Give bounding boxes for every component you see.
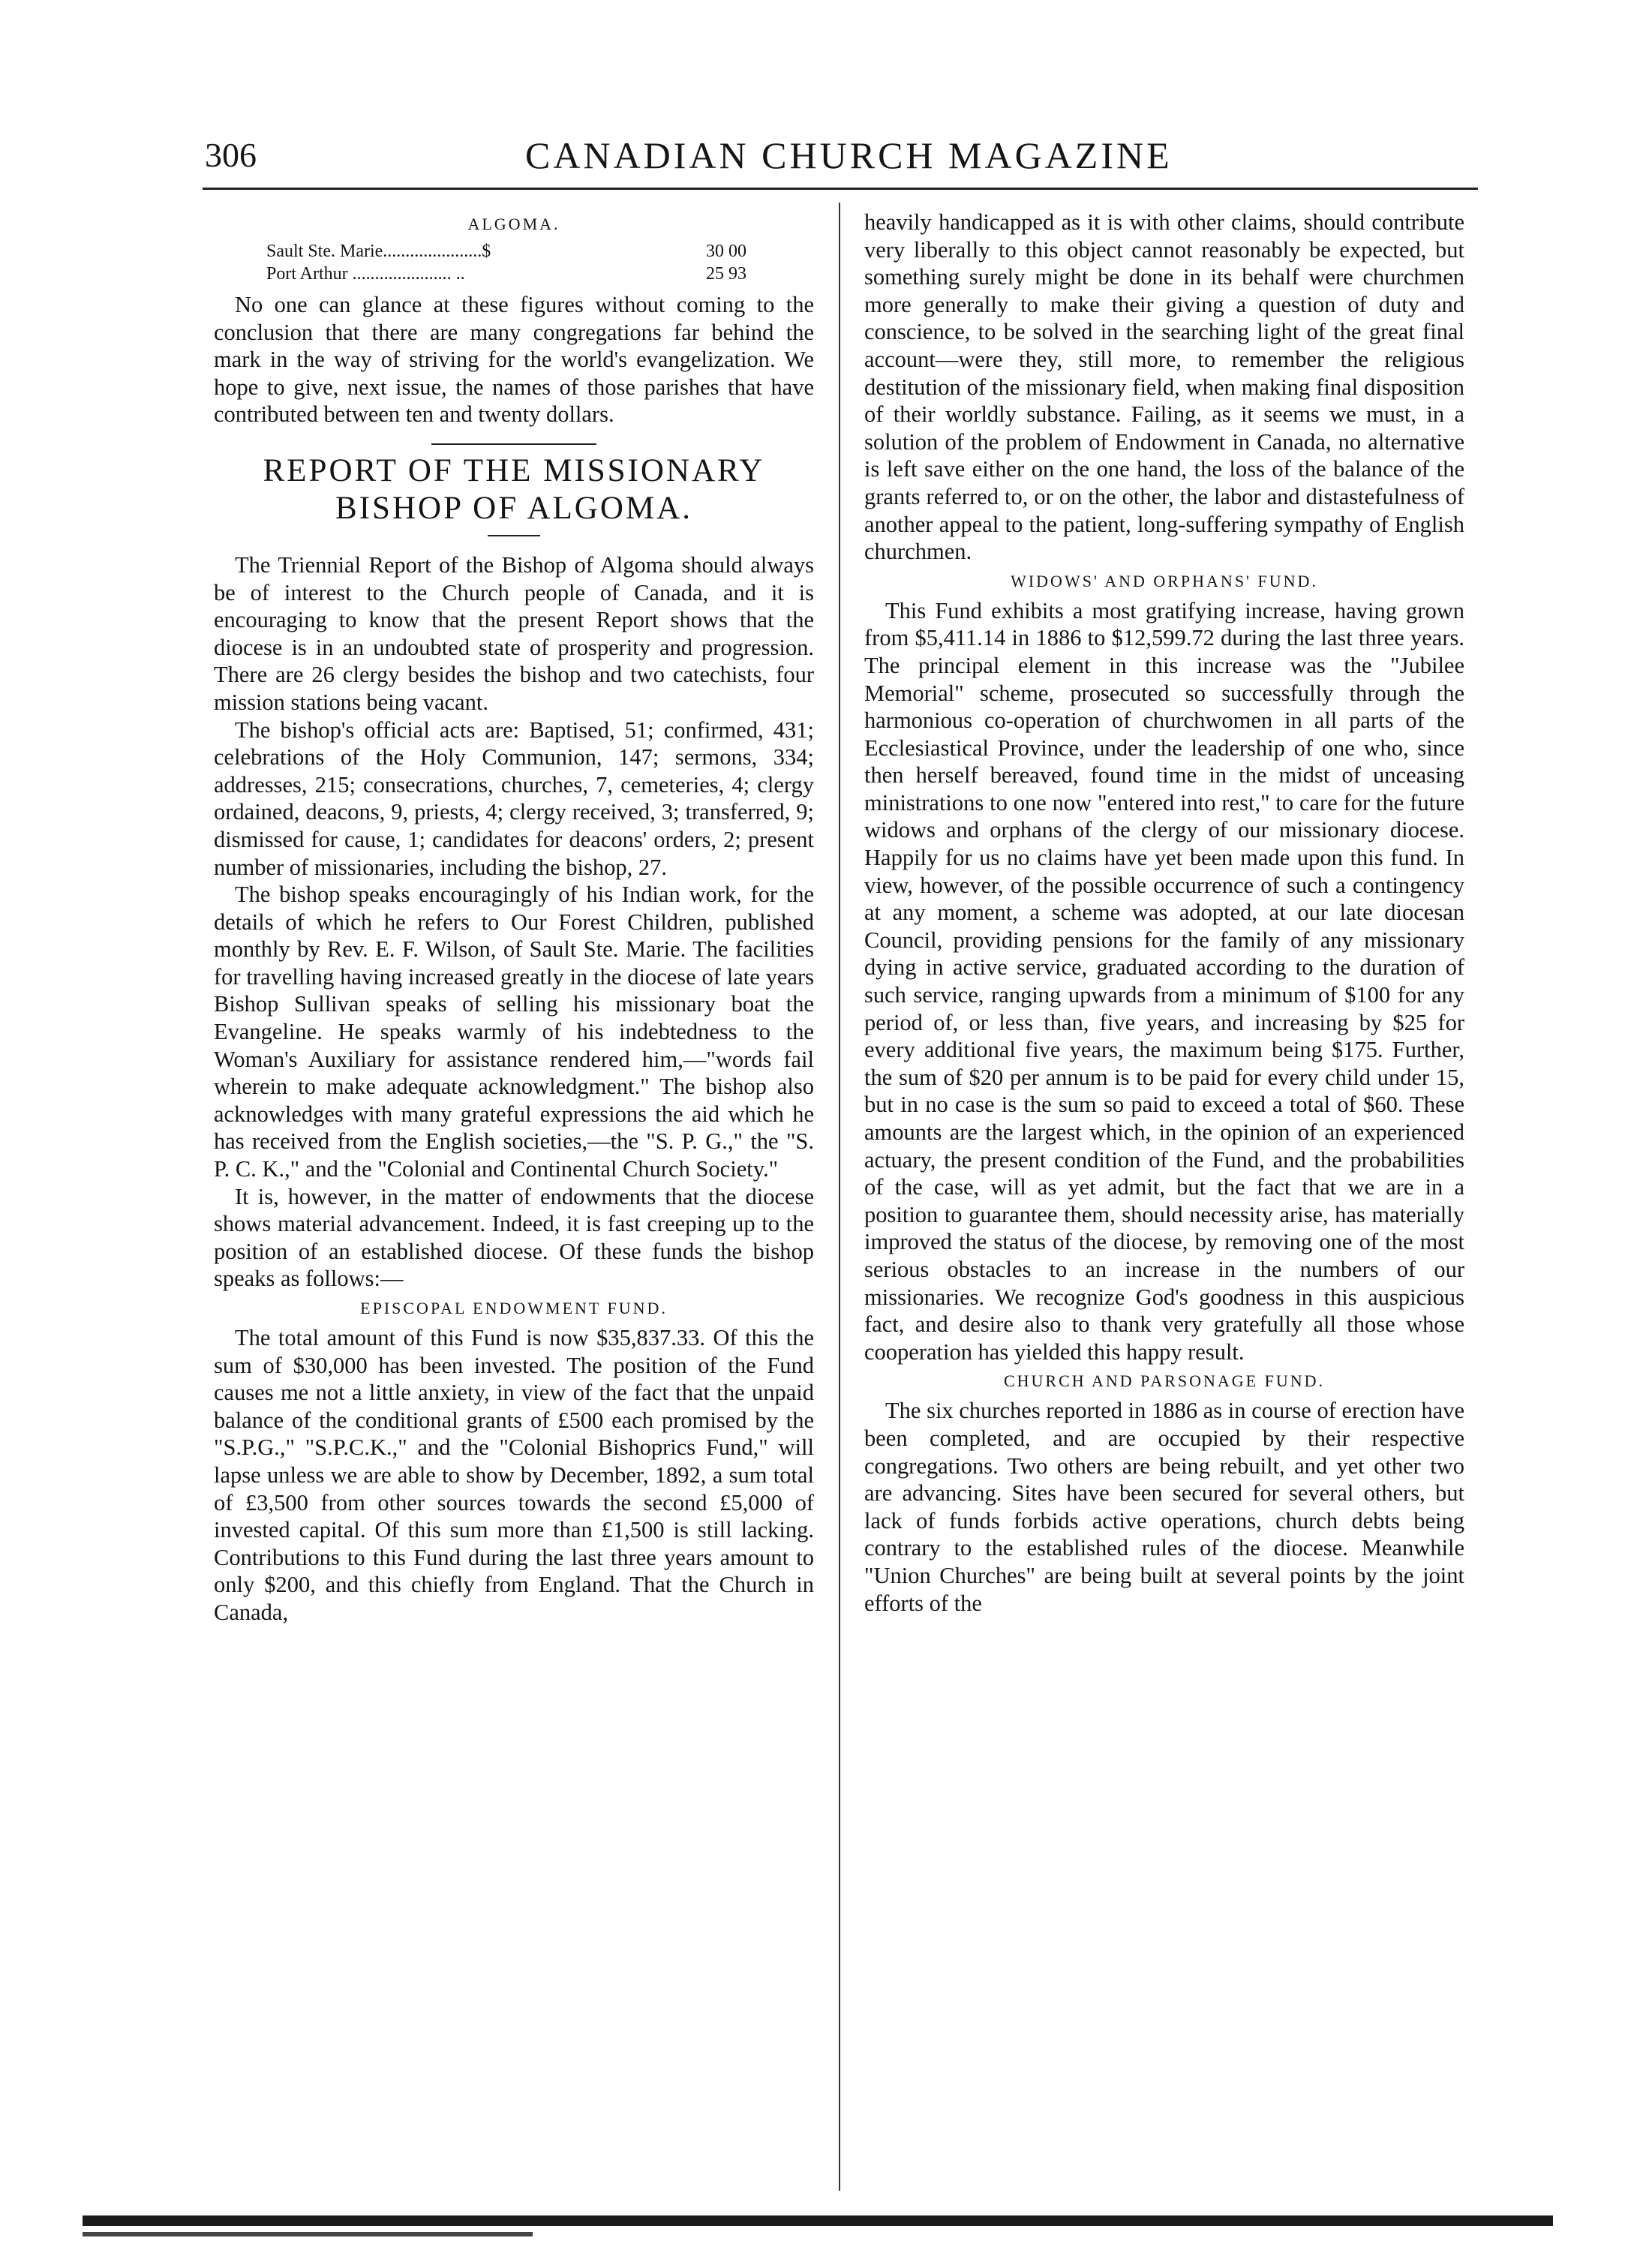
table-row	[266, 263, 746, 285]
section-rule	[431, 443, 596, 445]
scan-edge-stripe	[83, 2215, 1553, 2226]
column-divider	[839, 203, 840, 2191]
paragraph: The bishop speaks encouragingly of his Indian work, for the details of which he refers to Our Forest Children, published monthly by Rev. E. F. Wilson, of Sault Ste. Marie. The facilities for travelling having increased greatly in the diocese of late years Bishop Sullivan speaks of selling his missionary boat the Evangeline. He speaks warmly of his indebtedness to the Woman's Auxiliary for assistance rendered him,—"words fail wherein to make adequate acknowledgment." The bishop also acknowledges with many grateful expressions the aid which he has received from the English societies,—the "S. P. G.," the "S. P. C. K.," and the "Colonial and Continental Church Society."	[214, 882, 814, 1182]
place-name: Sault Ste. Marie......................$	[266, 242, 491, 261]
paragraph: The total amount of this Fund is now $35,837.33. Of this the sum of $30,000 has been invested. The position of the Fund causes me not a little anxiety, in view of the fact that the unpaid balance of the conditional grants of £500 each promised by the "S.P.G.," "S.P.C.K.," and the "Colonial Bishoprics Fund," will lapse unless we are able to show by December, 1892, a sum total of £3,500 from other sources towards the second £5,000 of invested capital. Of this sum more than £1,500 is still lacking. Contributions to this Fund during the last three years amount to only $200, and this chiefly from England. That the Church in Canada,	[214, 1325, 814, 1625]
section-heading: EPISCOPAL ENDOWMENT FUND.	[360, 1299, 668, 1317]
amount: 30 00	[706, 242, 746, 261]
paragraph: The bishop's official acts are: Baptised, 51; confirmed, 431; celebrations of the Holy Communion, 147; sermons, 334; addresses, 215; consecrations, churches, 7, cemeteries, 4; clergy ordained, deacons, 9, priests, 4; clergy received, 3; transferred, 9; dismissed for cause, 1; candidates for deacons' orders, 2; present number of missionaries, including the bishop, 27.	[214, 716, 814, 880]
page-number: 306	[205, 136, 257, 174]
paragraph: The six churches reported in 1886 as in course of erection have been completed, and are occupied by their respective congregations. Two others are being rebuilt, and yet other two are advancing. Sites have been secured for several others, but lack of funds forbids active operations, church debts being contrary to the established rules of the diocese. Meanwhile "Union Churches" are being built at several points by the joint efforts of the	[864, 1398, 1464, 1616]
left-column	[214, 209, 814, 1627]
page-header	[0, 128, 1634, 188]
running-title: CANADIAN CHURCH MAGAZINE	[525, 134, 1173, 176]
table-row	[266, 240, 746, 263]
place-name: Port Arthur ...................... ..	[266, 264, 465, 284]
right-column	[864, 209, 1464, 1617]
amount: 25 93	[706, 264, 746, 284]
article-title-line: BISHOP OF ALGOMA.	[335, 490, 692, 526]
paragraph: heavily handicapped as it is with other claims, should contribute very liberally to this object cannot reasonably be expected, but something surely might be done in its behalf were churchmen more generally to make their giving a question of duty and conscience, to be solved in the searching light of the great final account—were they, still more, to remember the religious destitution of the missionary field, when making final disposition of their worldly substance. Failing, as it seems we must, in a solution of the problem of Endowment in Canada, no alternative is left save either on the one hand, the loss of the balance of the grants referred to, or on the other, the labor and distastefulness of another appeal to the patient, long-suffering sympathy of English churchmen.	[864, 209, 1464, 565]
scan-edge-band	[83, 2202, 1553, 2247]
header-rule	[203, 188, 1478, 190]
section-heading: CHURCH AND PARSONAGE FUND.	[1003, 1371, 1326, 1391]
algoma-heading: ALGOMA.	[467, 215, 560, 233]
article-title-line: REPORT OF THE MISSIONARY	[263, 452, 765, 488]
title-rule	[488, 535, 540, 536]
paragraph: No one can glance at these figures without coming to the conclusion that there are many congregations far behind the mark in the way of striving for the world's evangelization. We hope to give, next issue, the names of those parishes that have contributed between ten and twenty dollars.	[214, 292, 814, 428]
contributions-table	[266, 240, 746, 285]
scan-edge-stripe	[83, 2232, 533, 2236]
paragraph: It is, however, in the matter of endowments that the diocese shows material advancement. Indeed, it is fast creeping up to the position of an established diocese. Of these funds the bishop speaks as follows:—	[214, 1183, 814, 1292]
section-heading: WIDOWS' AND ORPHANS' FUND.	[1011, 571, 1318, 590]
article-title	[214, 452, 814, 527]
paragraph: The Triennial Report of the Bishop of Algoma should always be of interest to the Church people of Canada, and it is encouraging to know that the present Report shows that the diocese is in an undoubted state of prosperity and progression. There are 26 clergy besides the bishop and two catechists, four mission stations being vacant.	[214, 551, 814, 715]
paragraph: This Fund exhibits a most gratifying increase, having grown from $5,411.14 in 1886 to $12,599.72 during the last three years. The principal element in this increase was the "Jubilee Memorial" scheme, prosecuted so successfully through the harmonious co-operation of churchwomen in all parts of the Ecclesiastical Province, under the leadership of one who, since then herself bereaved, found time in the midst of unceasing ministrations to one now "entered into rest," to care for the future widows and orphans of the clergy of our missionary diocese. Happily for us no claims have yet been made upon this fund. In view, however, of the possible occurrence of such a contingency at any moment, a scheme was adopted, at our late diocesan Council, providing pensions for the family of any missionary dying in active service, graduated according to the duration of such service, ranging upwards from a minimum of $100 for any period of, or less than, five years, and increasing by $25 for every additional five years, the maximum being $175. Further, the sum of $20 per annum is to be paid for every child under 15, but in no case is the sum so paid to exceed a total of $60. These amounts are the largest which, in the opinion of an experienced actuary, the present condition of the Fund, and the probabilities of the case, will as yet admit, but the fact that we are in a position to guarantee them, should necessity arise, has materially improved the status of the diocese, by removing one of the most serious obstacles to an increase in the numbers of our missionaries. We recognize God's goodness in this auspicious fact, and desire also to thank very gratefully all those whose cooperation has yielded this happy result.	[864, 597, 1464, 1365]
